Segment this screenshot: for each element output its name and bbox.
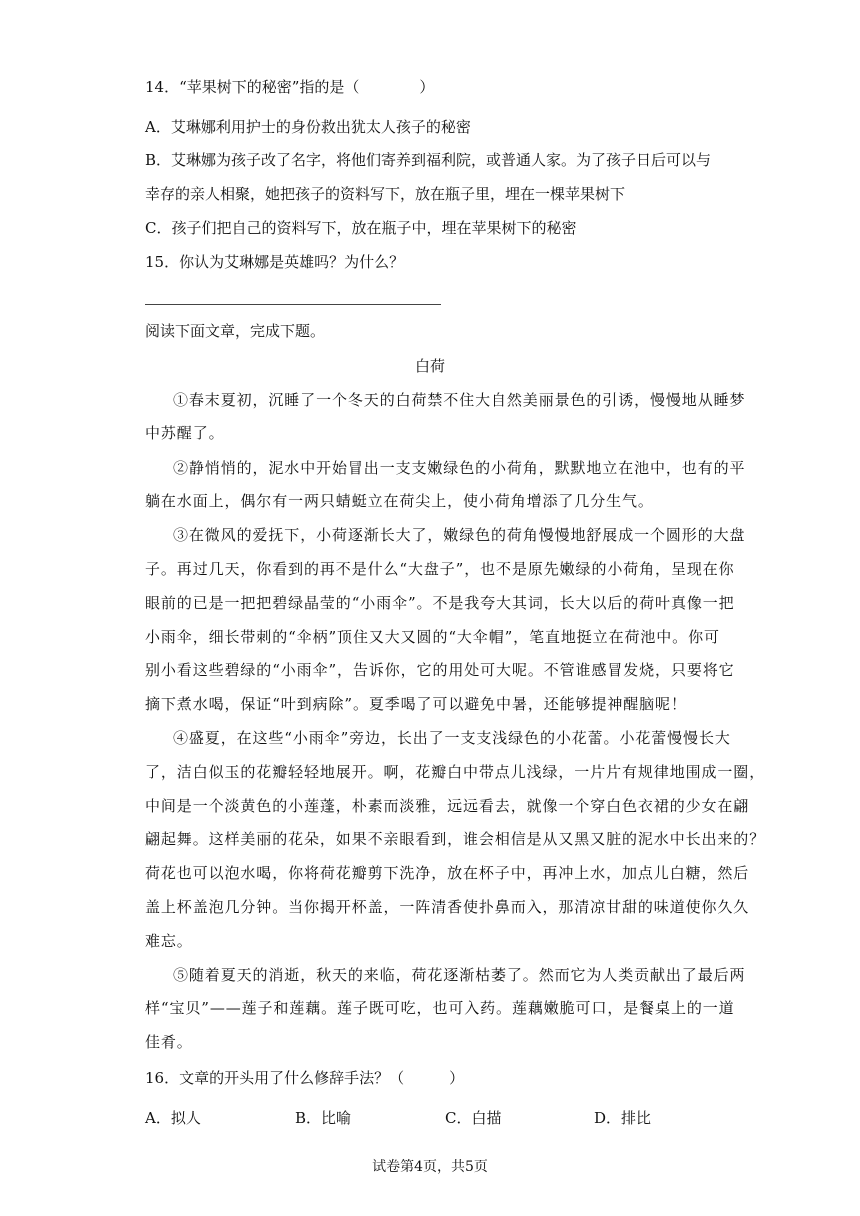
question-16-option-d: D．排比 [594,1109,652,1127]
passage-line: 躺在水面上，偶尔有一两只蜻蜓立在荷尖上，使小荷角增添了几分生气。 [145,492,654,510]
question-14-option-c: C．孩子们把自己的资料写下，放在瓶子中，埋在苹果树下的秘密 [145,219,577,237]
passage-line: ①春末夏初，沉睡了一个冬天的白荷禁不住大自然美丽景色的引诱，慢慢地从睡梦 [173,391,746,409]
question-14-stem: 14．“苹果树下的秘密”指的是（ ） [145,78,435,96]
page-footer: 试卷第4页，共5页 [372,1159,488,1175]
question-14-option-b-line-2: 幸存的亲人相聚，她把孩子的资料写下，放在瓶子里，埋在一棵苹果树下 [145,185,626,203]
passage-line: ③在微风的爱抚下，小荷逐渐长大了，嫩绿色的荷角慢慢地舒展成一个圆形的大盘 [173,526,746,544]
passage-line: ④盛夏，在这些“小雨伞”旁边，长出了一支支浅绿色的小花蕾。小花蕾慢慢长大 [173,729,731,747]
question-16-stem: 16．文章的开头用了什么修辞手法？（ ） [145,1069,465,1087]
passage-line: 别小看这些碧绿的“小雨伞”，告诉你，它的用处可大呢。不管谁感冒发烧，只要将它 [145,661,735,679]
passage-line: 小雨伞，细长带刺的“伞柄”顶住又大又圆的“大伞帽”，笔直地挺立在荷池中。你可 [145,628,720,646]
passage-line: 盖上杯盖泡几分钟。当你揭开杯盖，一阵清香使扑鼻而入，那清凉甘甜的味道使你久久 [145,898,750,916]
passage-line: 翩起舞。这样美丽的花朵，如果不亲眼看到，谁会相信是从又黑又脏的泥水中长出来的？ [145,830,766,848]
question-16-option-c: C．白描 [445,1109,502,1127]
answer-blank-line [145,304,441,305]
passage-line: 荷花也可以泡水喝，你将荷花瓣剪下洗净，放在杯子中，再冲上水，加点儿白糖，然后 [145,864,750,882]
question-15-stem: 15．你认为艾琳娜是英雄吗？为什么？ [145,253,405,271]
question-14-option-b-line-1: B．艾琳娜为孩子改了名字，将他们寄养到福利院，或普通人家。为了孩子日后可以与 [145,151,712,169]
passage-title: 白荷 [414,357,445,375]
passage-line: 了，洁白似玉的花瓣轻轻地展开。啊，花瓣白中带点儿浅绿，一片片有规律地围成一圈， [145,763,766,781]
passage-line: 摘下煮水喝，保证“叶到病除”。夏季喝了可以避免中暑，还能够提神醒脑呢！ [145,695,687,713]
passage-line: 佳肴。 [145,1033,193,1051]
reading-instruction: 阅读下面文章，完成下题。 [145,322,326,340]
passage-line: 眼前的已是一把把碧绿晶莹的“小雨伞”。不是我夸大其词，长大以后的荷叶真像一把 [145,594,735,612]
passage-line: 中间是一个淡黄色的小莲蓬，朴素而淡雅，远远看去，就像一个穿白色衣裙的少女在翩 [145,797,750,815]
question-16-option-a: A．拟人 [145,1109,201,1127]
passage-line: 样“宝贝”——莲子和莲藕。莲子既可吃，也可入药。莲藕嫩脆可口，是餐桌上的一道 [145,999,735,1017]
passage-line: 子。再过几天，你看到的再不是什么“大盘子”，也不是原先嫩绿的小荷角，呈现在你 [145,560,735,578]
passage-line: 中苏醒了。 [145,424,225,442]
passage-line: 难忘。 [145,932,193,950]
passage-line: ⑤随着夏天的消逝，秋天的来临，荷花逐渐枯萎了。然而它为人类贡献出了最后两 [173,966,746,984]
question-16-option-b: B．比喻 [295,1109,352,1127]
question-14-option-a: A．艾琳娜利用护士的身份救出犹太人孩子的秘密 [145,118,471,136]
passage-line: ②静悄悄的，泥水中开始冒出一支支嫩绿色的小荷角，默默地立在池中，也有的平 [173,459,746,477]
